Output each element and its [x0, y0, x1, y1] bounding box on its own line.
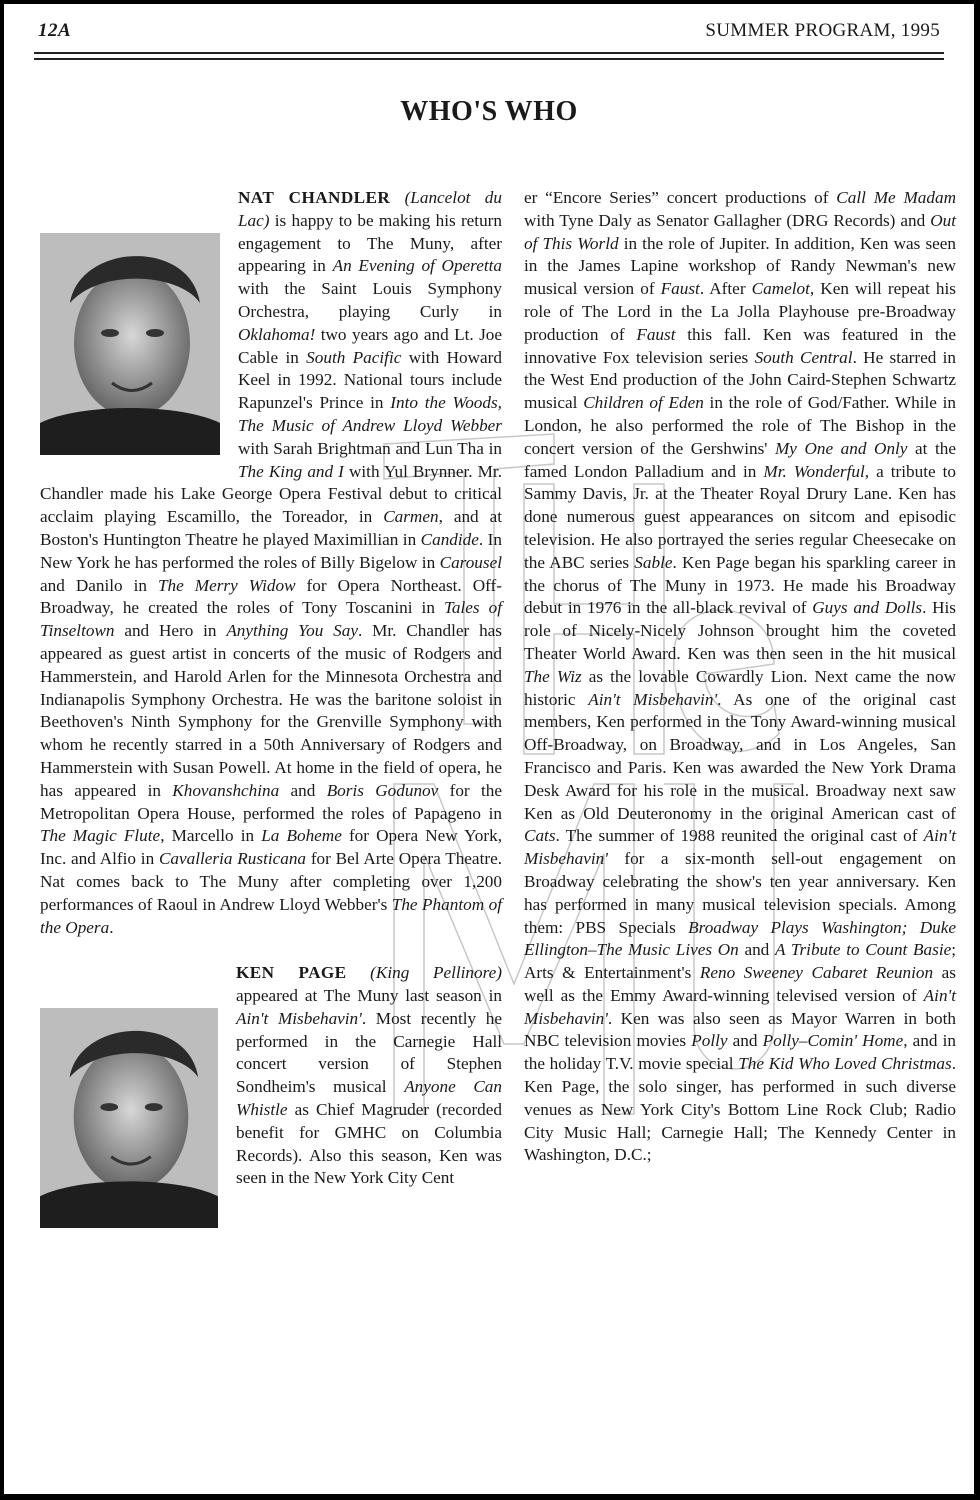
title-italic: The Magic Flute: [40, 826, 161, 846]
publication-title: SUMMER PROGRAM, 1995: [705, 20, 940, 41]
title-italic: The King and I: [238, 461, 344, 481]
title-italic: Cavalleria Rusticana: [158, 849, 307, 869]
title-italic: Faust: [660, 279, 700, 299]
title-italic: South Central: [754, 347, 853, 367]
title-italic: Carmen: [383, 507, 439, 527]
column-right: [524, 187, 956, 1167]
title-italic: Ain't Misbehavin': [524, 826, 956, 869]
title-italic: Call Me Madam: [836, 188, 956, 207]
title-italic: Ain't Misbehavin': [236, 1008, 362, 1028]
title-italic: Polly–Comin' Home: [762, 1031, 904, 1051]
title-italic: Reno Sweeney Cabaret Reunion: [699, 963, 934, 983]
title-italic: Ain't Misbehavin': [524, 985, 956, 1028]
section-title: WHO'S WHO: [400, 96, 578, 127]
title-italic: The Phantom of the Opera: [40, 894, 502, 937]
performer-name: NAT CHANDLER: [238, 188, 391, 207]
bio-text: appeared at The Muny last season in Ain't Misbehavin'. Most recently he performed in the Carnegie Hall concert version of Stephen Sondheim's musical Anyone Can Whistle as Chief Magruder (recorded benefit for GMHC on Columbia Records). Also this season, Ken was seen in the New York City Cent: [236, 986, 502, 1188]
title-italic: Into the Woods, The Music of Andrew Lloyd Webber: [238, 393, 502, 435]
running-head: [38, 18, 940, 44]
title-italic: Carousel: [439, 552, 502, 572]
title-italic: Cats: [524, 826, 556, 846]
title-italic: Boris Godunov: [326, 780, 439, 800]
title-italic: My One and Only: [774, 438, 908, 458]
title-italic: Tales of Tinseltown: [40, 598, 502, 641]
column-left: [40, 187, 502, 1234]
bio-text: er “Encore Series” concert productions of Call Me Madam with Tyne Daly as Senator Gallagher (DRG Records) and Out of This World in the role of Jupiter. In addition, Ken was seen in the James Lapine workshop of Randy Newman's new musical version of Faust. After Camelot, Ken will repeat his role of The Lord in the La Jolla Playhouse pre-Broadway production of Faust this fall. Ken was featured in the innovative Fox television series South Central. He starred in the West End production of the John Caird-Stephen Schwartz musical Children of Eden in the role of God/Father. While in London, he also performed the role of The Bishop in the concert version of the Gershwins' My One and Only at the famed London Palladium and in Mr. Wonderful, a tribute to Sammy Davis, Jr. at the Theater Royal Drury Lane. Ken has done numerous guest appearances on sitcom and episodic television. He also portrayed the series regular Cheesecake on the ABC series Sable. Ken Page began his sparkling career in the chorus of The Muny in 1973. He made his Broadway debut in 1976 in the all-black revival of Guys and Dolls. His role of Nicely-Nicely Johnson brought him the coveted Theater World Award. Ken was then seen in the hit musical The Wiz as the lovable Cowardly Lion. Next came the now historic Ain't Misbehavin'. As one of the original cast members, Ken performed in the Tony Award-winning musical Off-Broadway, on Broadway, and in Los Angeles, San Francisco and Paris. Ken was awarded the New York Drama Desk Award for his role in the musical. Broadway next saw Ken as Old Deuteronomy in the original American cast of Cats. The summer of 1988 reunited the original cast of Ain't Misbehavin' for a six-month sell-out engagement on Broadway celebrating the show's ten year anniversary. Ken has performed in many musical television specials. Among them: PBS Specials Broadway Plays Washington; Duke Ellington–The Music Lives On and A Tribute to Count Basie; Arts & Entertainment's Reno Sweeney Cabaret Reunion as well as the Emmy Award-winning televised version of Ain't Misbehavin'. Ken was also seen as Mayor Warren in both NBC television movies Polly and Polly–Comin' Home, and in the holiday T.V. movie special The Kid Who Loved Christmas. Ken Page, the solo singer, has performed in such diverse venues as New York City's Bottom Line Rock Club; Radio City Music Hall; Carnegie Hall; The Kennedy Center in Washington, D.C.;: [524, 188, 956, 1165]
title-italic: Candide: [420, 529, 479, 549]
title-italic: Anyone Can Whistle: [236, 1077, 502, 1120]
title-italic: Sable: [634, 552, 673, 572]
bio-text-continued: [524, 187, 956, 1167]
headshot-nat-chandler: [40, 233, 220, 455]
title-italic: Mr. Wonderful: [763, 461, 865, 481]
title-italic: An Evening of Operetta: [332, 256, 503, 276]
performer-name: KEN PAGE: [236, 963, 347, 983]
bio-ken-page: [40, 962, 502, 1190]
title-italic: The Merry Widow: [158, 575, 296, 595]
title-italic: Ain't Misbehavin': [588, 689, 718, 709]
character-name: (King Pellinore): [370, 963, 502, 983]
title-italic: Anything You Say: [226, 621, 358, 641]
character-name: (Lancelot du Lac): [238, 188, 502, 230]
title-italic: Broadway Plays Washington; Duke Ellington–The Music Lives On: [524, 917, 956, 960]
headshot-ken-page: [40, 1008, 218, 1228]
title-italic: The Wiz: [524, 666, 582, 686]
title-italic: La Boheme: [261, 826, 342, 846]
title-italic: Oklahoma!: [238, 324, 316, 344]
bio-nat-chandler: [40, 187, 502, 939]
header-rule-top: [34, 52, 944, 54]
title-italic: Camelot: [751, 279, 810, 299]
program-page: [4, 4, 974, 1494]
title-italic: South Pacific: [306, 347, 402, 367]
title-italic: Out of This World: [524, 210, 956, 253]
title-italic: Khovanshchina: [172, 780, 280, 800]
bio-lead-line: [40, 187, 502, 939]
title-italic: Guys and Dolls: [812, 598, 923, 618]
page-number: 12A: [38, 20, 72, 41]
title-italic: Polly: [691, 1031, 728, 1051]
title-italic: The Kid Who Loved Christmas: [738, 1054, 952, 1074]
title-italic: A Tribute to Count Basie: [774, 940, 952, 960]
title-italic: Children of Eden: [583, 393, 704, 413]
bio-text: is happy to be making his return engagement to The Muny, after appearing in An Evening of Operetta with the Saint Louis Symphony Orchestra, playing Curly in Oklahoma! two years ago and Lt. Joe Cable in South Pacific with Howard Keel in 1992. National tours include Rapunzel's Prince in Into the Woods, The Music of Andrew Lloyd Webber with Sarah Brightman and Lun Tha in The King and I with Yul Brynner. Mr. Chandler made his Lake George Opera Festival debut to critical acclaim playing Escamillo, the Toreador, in Carmen, and at Boston's Huntington Theatre he played Maximillian in Candide. In New York he has performed the roles of Billy Bigelow in Carousel and Danilo in The Merry Widow for Opera Northeast. Off-Broadway, he created the roles of Tony Toscanini in Tales of Tinseltown and Hero in Anything You Say. Mr. Chandler has appeared as guest artist in concerts of the music of Rodgers and Hammerstein, and Harold Arlen for the Minnesota Orchestra and Indianapolis Symphony Orchestra. He was the baritone soloist in Beethoven's Ninth Symphony for the Grenville Symphony with whom he recently starred in a 50th Anniversary of Rodgers and Hammerstein with Susan Powell. At home in the field of opera, he has appeared in Khovanshchina and Boris Godunov for the Metropolitan Opera House, performed the roles of Papageno in The Magic Flute, Marcello in La Boheme for Opera New York, Inc. and Alfio in Cavalleria Rusticana for Bel Arte Opera Theatre. Nat comes back to The Muny after completing over 1,200 performances of Raoul in Andrew Lloyd Webber's The Phantom of the Opera.: [40, 210, 503, 937]
title-italic: Faust: [636, 324, 676, 344]
header-rule-bottom: [34, 58, 944, 60]
